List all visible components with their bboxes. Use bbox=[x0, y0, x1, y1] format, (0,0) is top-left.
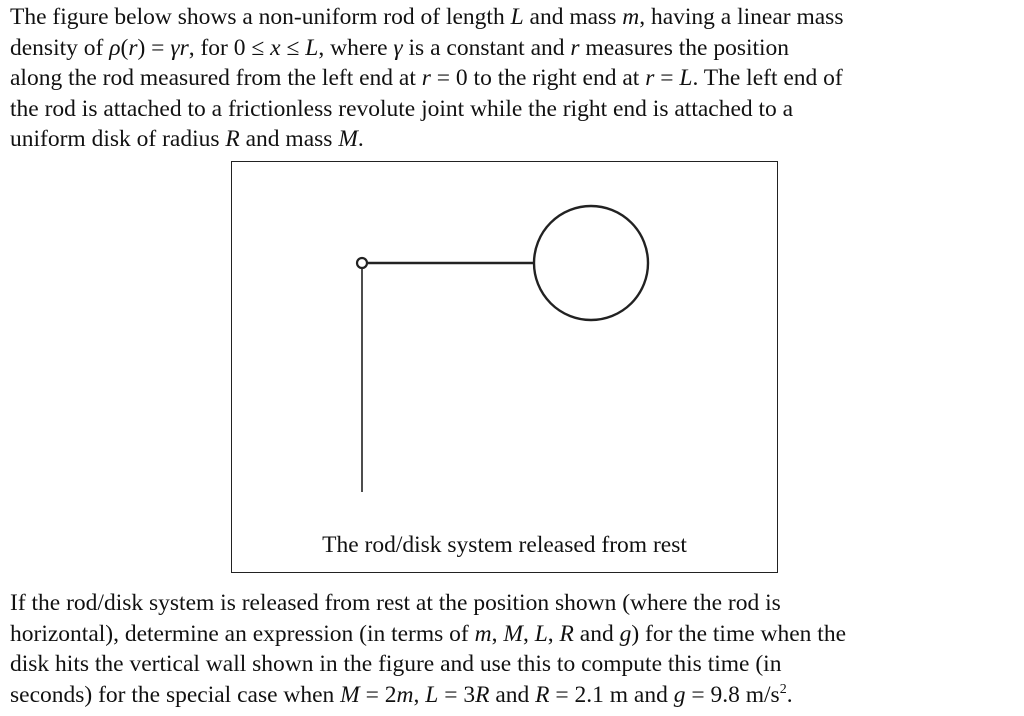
question-line-3: disk hits the vertical wall shown in the figure and use this to compute this time (in bbox=[10, 651, 782, 677]
revolute-joint bbox=[357, 258, 367, 268]
intro-line-3: along the rod measured from the left end at r = 0 to the right end at r = L. The left end of bbox=[10, 65, 843, 91]
question-line-4: seconds) for the special case when M = 2m, L = 3R and R = 2.1 m and g = 9.8 $m/s^2$. bbox=[10, 681, 793, 708]
intro-line-5: uniform disk of radius R and mass M. bbox=[10, 126, 364, 152]
question-line-2: horizontal), determine an expression (in terms of m, M, L, R and g) for the time when the bbox=[10, 620, 847, 647]
figure-caption: The rod/disk system released from rest bbox=[322, 532, 687, 558]
figure-box bbox=[231, 161, 778, 573]
intro-line-2: density of ρ(r) = γr, for 0 ≤ x ≤ L, where γ is a constant and r measures the position bbox=[10, 34, 790, 61]
problem-intro bbox=[10, 2, 1010, 155]
problem-question bbox=[10, 588, 1010, 710]
rod-disk-diagram bbox=[232, 162, 779, 574]
disk bbox=[534, 206, 648, 320]
intro-line-1: The figure below shows a non-uniform rod of length L and mass m, having a linear mass bbox=[10, 4, 844, 30]
question-line-1: If the rod/disk system is released from rest at the position shown (where the rod is bbox=[10, 590, 781, 616]
intro-line-4: the rod is attached to a frictionless revolute joint while the right end is attached to a bbox=[10, 95, 794, 122]
